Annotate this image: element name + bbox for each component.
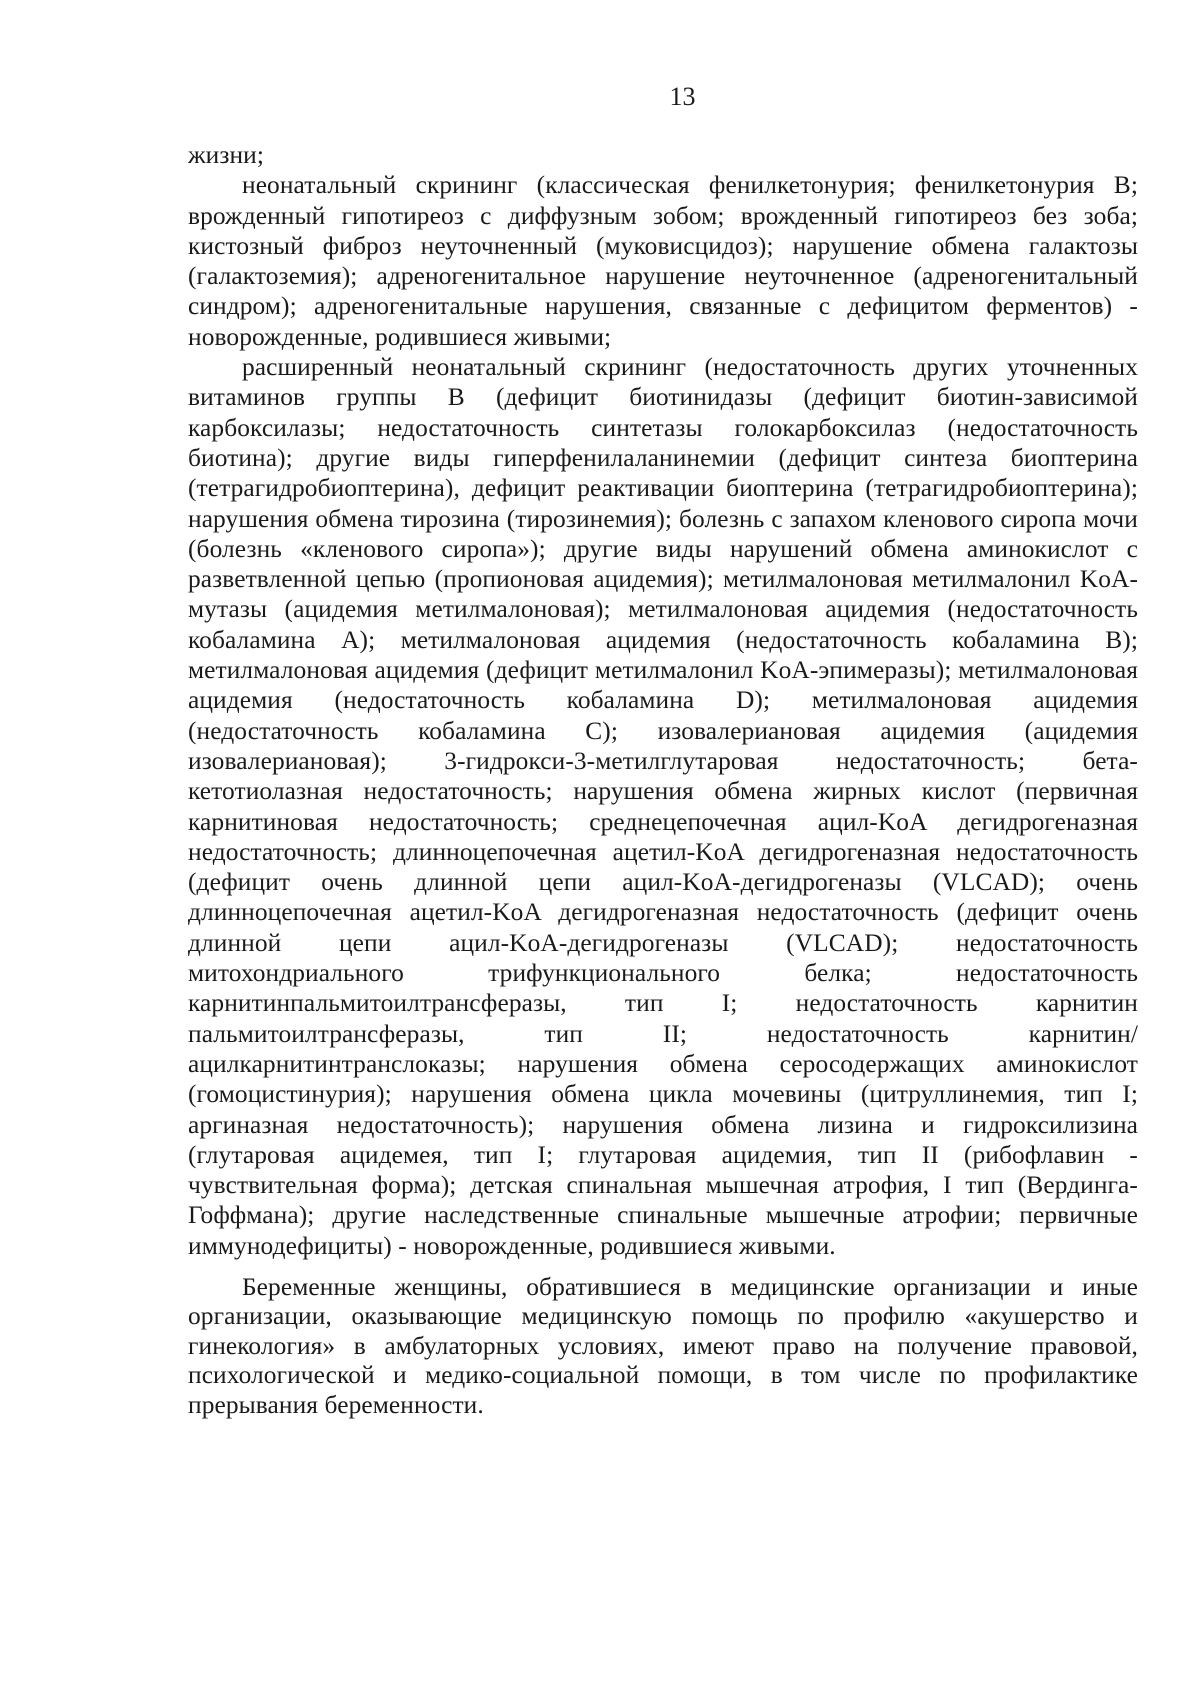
paragraph-neonatal-screening: неонатальный скрининг (классическая фенилкетонурия; фенилкетонурия B; врожденный гипотиреоз с диффузным зобом; врожденный гипотиреоз без зоба; кистозный фиброз неуточненный (муковисцидоз); нарушение обмена галактозы (галактоземия); адреногенитальное нарушение неуточненное (адреногенитальный синдром); адреногенитальные нарушения, связанные с дефицитом ферментов) - новорожденные, родившиеся живыми; [188, 171, 1138, 351]
page-number: 13 [669, 82, 696, 111]
paragraph-continuation: жизни; [188, 141, 264, 169]
paragraph-pregnant-women: Беременные женщины, обратившиеся в медицинские организации и иные организации, оказывающие медицинскую помощь по профилю «акушерство и гинекология» в амбулаторных условиях, имеют право на получение правовой, психологической и медико-социальной помощи, в том числе по профилактике прерывания беременности. [188, 1272, 1138, 1419]
document-body [188, 140, 1138, 1420]
paragraph-extended-neonatal-screening: расширенный неонатальный скрининг (недостаточность других уточненных витаминов группы B (дефицит биотинидазы (дефицит биотин-зависимой карбоксилазы; недостаточность синтетазы голокарбоксилаз (недостаточность биотина); другие виды гиперфенилаланинемии (дефицит синтеза биоптерина (тетрагидробиоптерина), дефицит реактивации биоптерина (тетрагидробиоптерина); нарушения обмена тирозина (тирозинемия); болезнь с запахом кленового сиропа мочи (болезнь «кленового сиропа»); другие виды нарушений обмена аминокислот с разветвленной цепью (пропионовая ацидемия); метилмалоновая метилмалонил KoA-мутазы (ацидемия метилмалоновая); метилмалоновая ацидемия (недостаточность кобаламина A); метилмалоновая ацидемия (недостаточность кобаламина B); метилмалоновая ацидемия (дефицит метилмалонил KoA-эпимеразы); метилмалоновая ацидемия (недостаточность кобаламина D); метилмалоновая ацидемия (недостаточность кобаламина C); изовалериановая ацидемия (ацидемия изовалериановая); 3-гидрокси-3-метилглутаровая недостаточность; бета-кетотиолазная недостаточность; нарушения обмена жирных кислот (первичная карнитиновая недостаточность; среднецепочечная ацил-KoA дегидрогеназная недостаточность; длинноцепочечная ацетил-KoA дегидрогеназная недостаточность (дефицит очень длинной цепи ацил-KoA-дегидрогеназы (VLCAD); очень длинноцепочечная ацетил-KoA дегидрогеназная недостаточность (дефицит очень длинной цепи ацил-KoA-дегидрогеназы (VLCAD); недостаточность митохондриального трифункционального белка; недостаточность карнитинпальмитоилтрансферазы, тип I; недостаточность карнитин пальмитоилтрансферазы, тип II; недостаточность карнитин/ацилкарнитинтранслоказы; нарушения обмена серосодержащих аминокислот (гомоцистинурия); нарушения обмена цикла мочевины (цитруллинемия, тип I; аргиназная недостаточность); нарушения обмена лизина и гидроксилизина (глутаровая ацидемея, тип I; глутаровая ацидемия, тип II (рибофлавин - чувствительная форма); детская спинальная мышечная атрофия, I тип (Вердинга-Гоффмана); другие наследственные спинальные мышечные атрофии; первичные иммунодефициты) - новорожденные, родившиеся живыми. [188, 353, 1138, 1260]
